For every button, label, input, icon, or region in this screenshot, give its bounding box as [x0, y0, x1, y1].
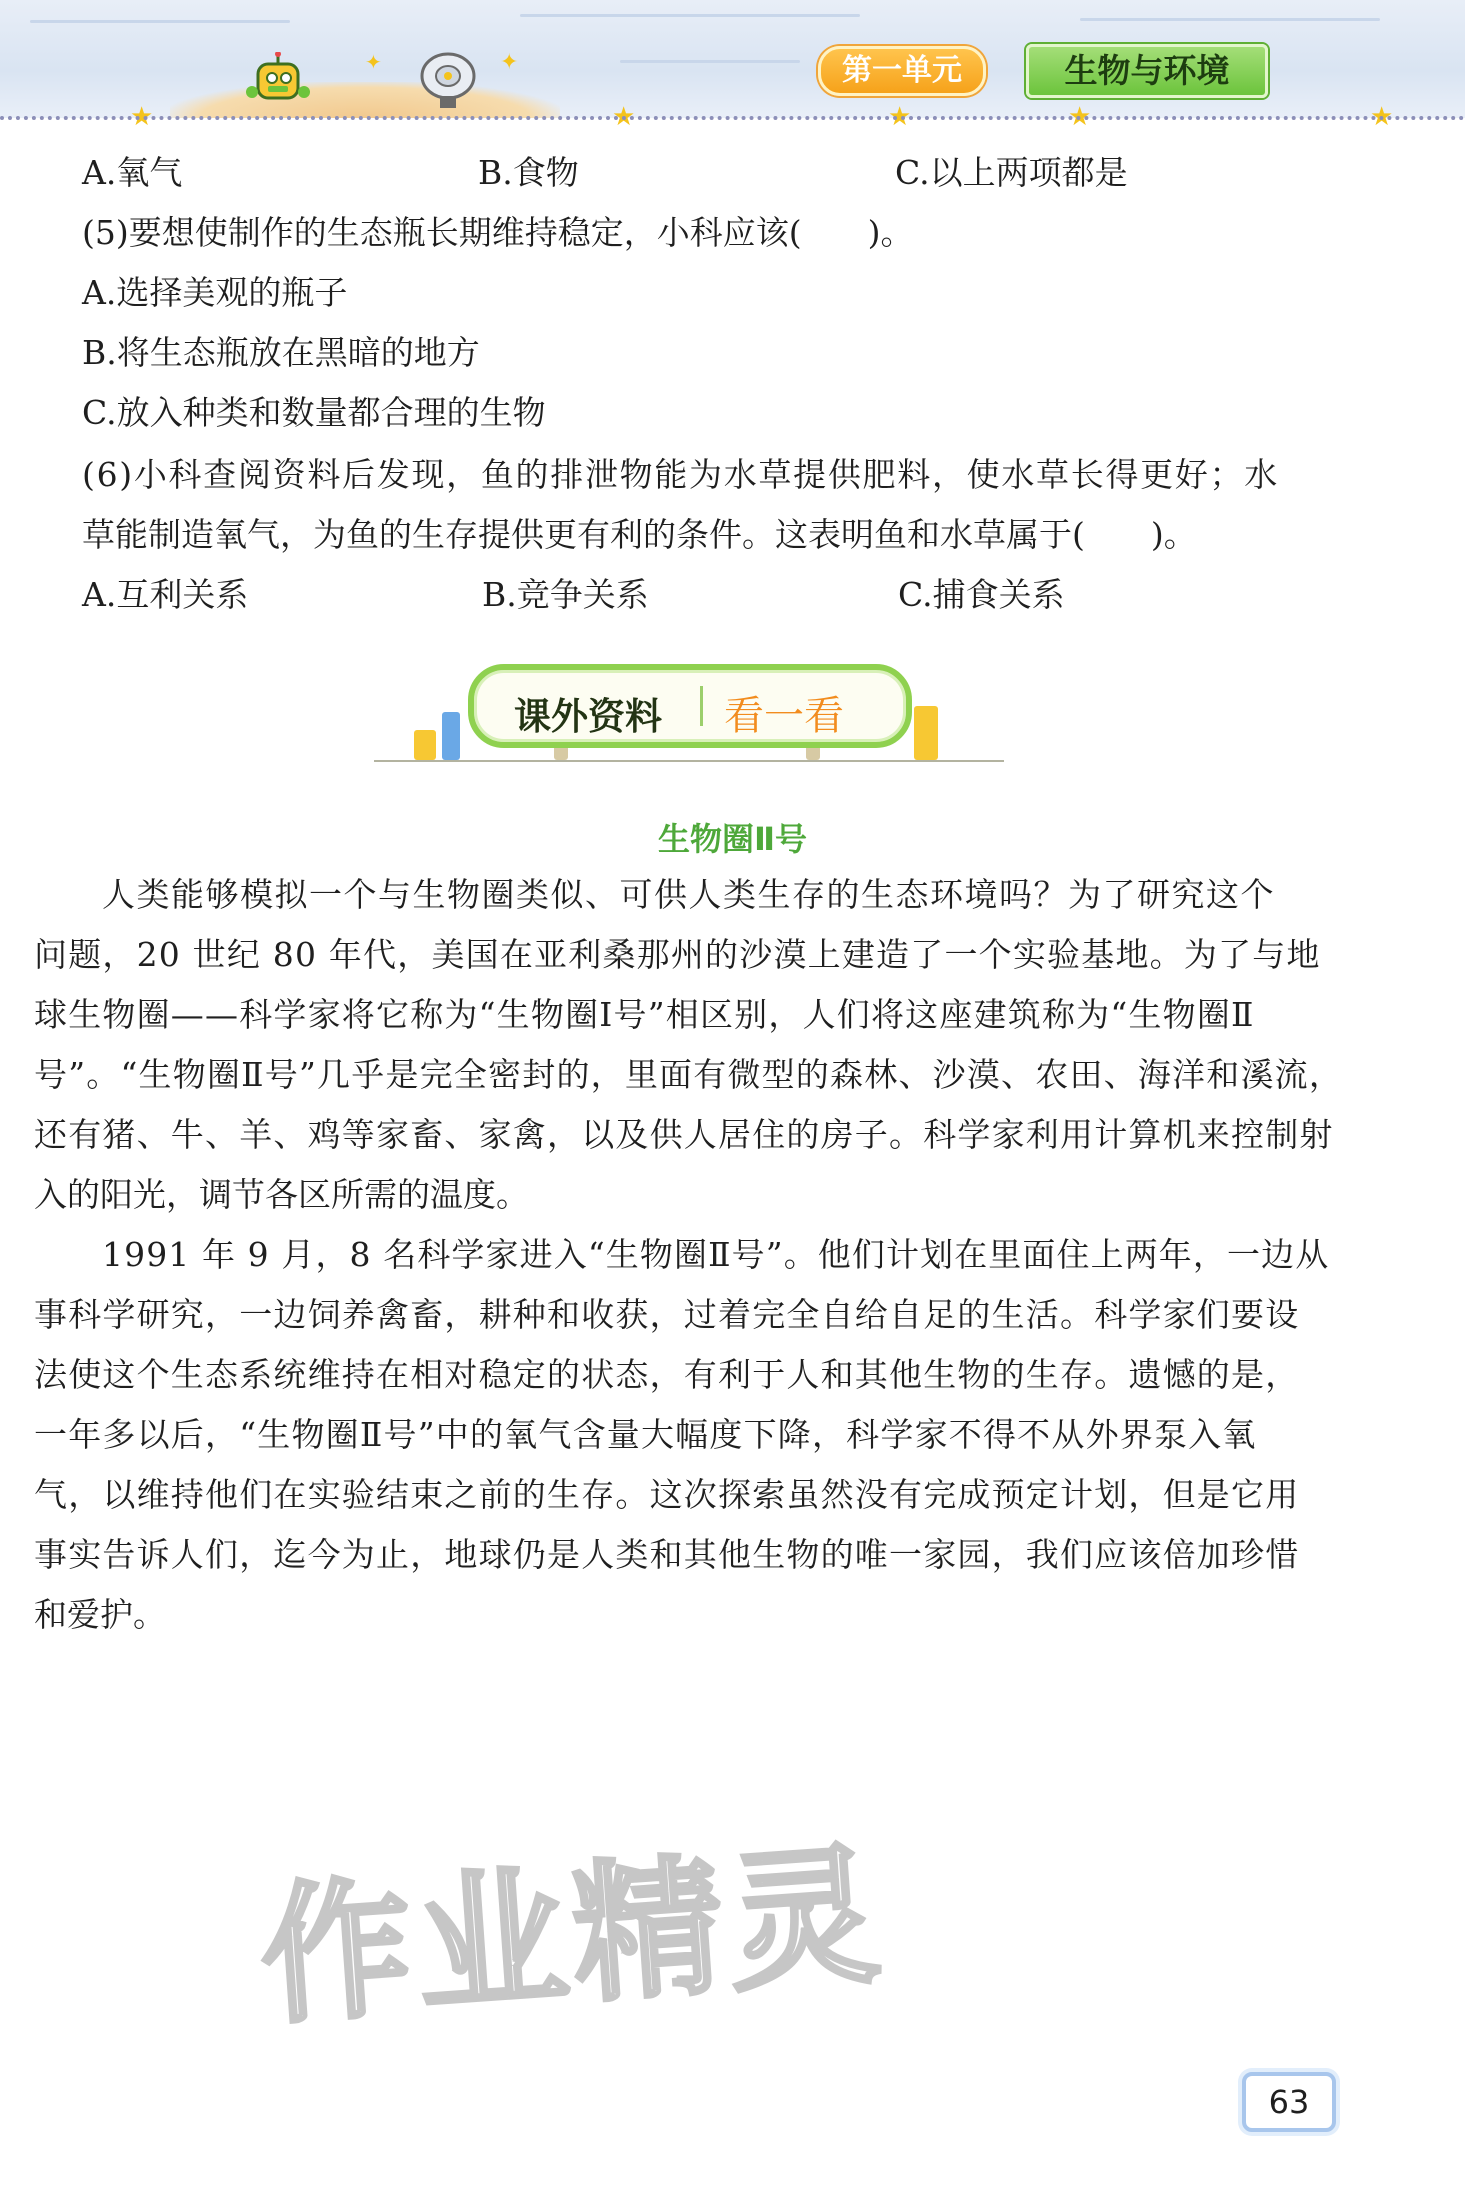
building-icon — [442, 712, 460, 760]
reading-line: 1991 年 9 月，8 名科学家进入“生物圈Ⅱ号”。他们计划在里面住上两年，一边从 — [102, 1235, 1330, 1274]
banner-subtitle: 看一看 — [724, 693, 844, 739]
satellite-dish-icon — [410, 48, 486, 112]
banner-separator — [700, 686, 707, 726]
sky-streak — [1080, 18, 1380, 21]
sky-streak — [520, 14, 860, 17]
banner-label: 课外资料 — [514, 695, 662, 738]
reading-line: 和爱护。 — [34, 1595, 166, 1634]
reading-line: 入的阳光，调节各区所需的温度。 — [34, 1175, 529, 1214]
sky-streak — [30, 20, 290, 23]
star-icon: ★ — [130, 102, 154, 132]
sky-streak — [620, 60, 800, 63]
topic-tab: 生物与环境 — [1026, 44, 1268, 98]
reading-line: 气，以维持他们在实验结束之前的生存。这次探索虽然没有完成预定计划，但是它用 — [34, 1475, 1300, 1514]
q4-option-c: C.以上两项都是 — [895, 153, 1128, 192]
banner-floor-line — [374, 760, 1004, 762]
building-icon — [914, 706, 938, 760]
reading-line: 球生物圈——科学家将它称为“生物圈Ⅰ号”相区别，人们将这座建筑称为“生物圈Ⅱ — [34, 995, 1255, 1034]
reading-line: 一年多以后，“生物圈Ⅱ号”中的氧气含量大幅度下降，科学家不得不从外界泵入氧 — [34, 1415, 1257, 1454]
reading-line: 法使这个生态系统维持在相对稳定的状态，有利于人和其他生物的生存。遗憾的是， — [34, 1355, 1300, 1394]
star-icon: ✦ — [500, 50, 519, 75]
reading-line: 事科学研究，一边饲养禽畜，耕种和收获，过着完全自给自足的生活。科学家们要设 — [34, 1295, 1300, 1334]
reading-line: 问题，20 世纪 80 年代，美国在亚利桑那州的沙漠上建造了一个实验基地。为了与地 — [34, 935, 1321, 974]
q6-stem-line-2: 草能制造氧气，为鱼的生存提供更有利的条件。这表明鱼和水草属于( )。 — [82, 515, 1197, 554]
building-icon — [414, 730, 436, 760]
q6-option-c: C.捕食关系 — [898, 575, 1065, 614]
star-icon: ★ — [888, 102, 912, 132]
reading-line: 人类能够模拟一个与生物圈类似、可供人类生存的生态环境吗？为了研究这个 — [102, 875, 1275, 914]
star-icon: ★ — [1068, 102, 1092, 132]
watermark: 作业精灵 — [255, 1828, 891, 2046]
q5-option-b: B.将生态瓶放在黑暗的地方 — [82, 333, 480, 372]
page-number: 63 — [1242, 2072, 1336, 2132]
reading-line: 号”。“生物圈Ⅱ号”几乎是完全密封的，里面有微型的森林、沙漠、农田、海洋和溪流， — [34, 1055, 1344, 1094]
planet-ground — [170, 82, 560, 118]
reading-line: 事实告诉人们，迄今为止，地球仍是人类和其他生物的唯一家园，我们应该倍加珍惜 — [34, 1535, 1300, 1574]
q5-option-a: A.选择美观的瓶子 — [82, 273, 348, 312]
extra-reading-banner — [374, 660, 1004, 766]
page-number-badge — [1230, 2060, 1340, 2134]
header-divider — [0, 116, 1465, 120]
q5-option-c: C.放入种类和数量都合理的生物 — [82, 393, 546, 432]
q6-option-b: B.竞争关系 — [482, 575, 649, 614]
unit-tab: 第一单元 — [818, 46, 986, 96]
reading-title: 生物圈Ⅱ号 — [657, 820, 808, 858]
q4-option-a: A.氧气 — [82, 153, 183, 192]
q4-option-b: B.食物 — [478, 153, 579, 192]
reading-line: 还有猪、牛、羊、鸡等家畜、家禽，以及供人居住的房子。科学家利用计算机来控制射 — [34, 1115, 1334, 1154]
q6-option-a: A.互利关系 — [82, 575, 249, 614]
star-icon: ★ — [1370, 102, 1394, 132]
star-icon: ✦ — [365, 50, 382, 74]
q5-stem: (5)要想使制作的生态瓶长期维持稳定，小科应该( )。 — [82, 213, 914, 252]
star-icon: ★ — [612, 102, 636, 132]
robot-icon — [246, 52, 310, 106]
q6-stem-line-1: (6)小科查阅资料后发现，鱼的排泄物能为水草提供肥料，使水草长得更好；水 — [82, 455, 1279, 494]
